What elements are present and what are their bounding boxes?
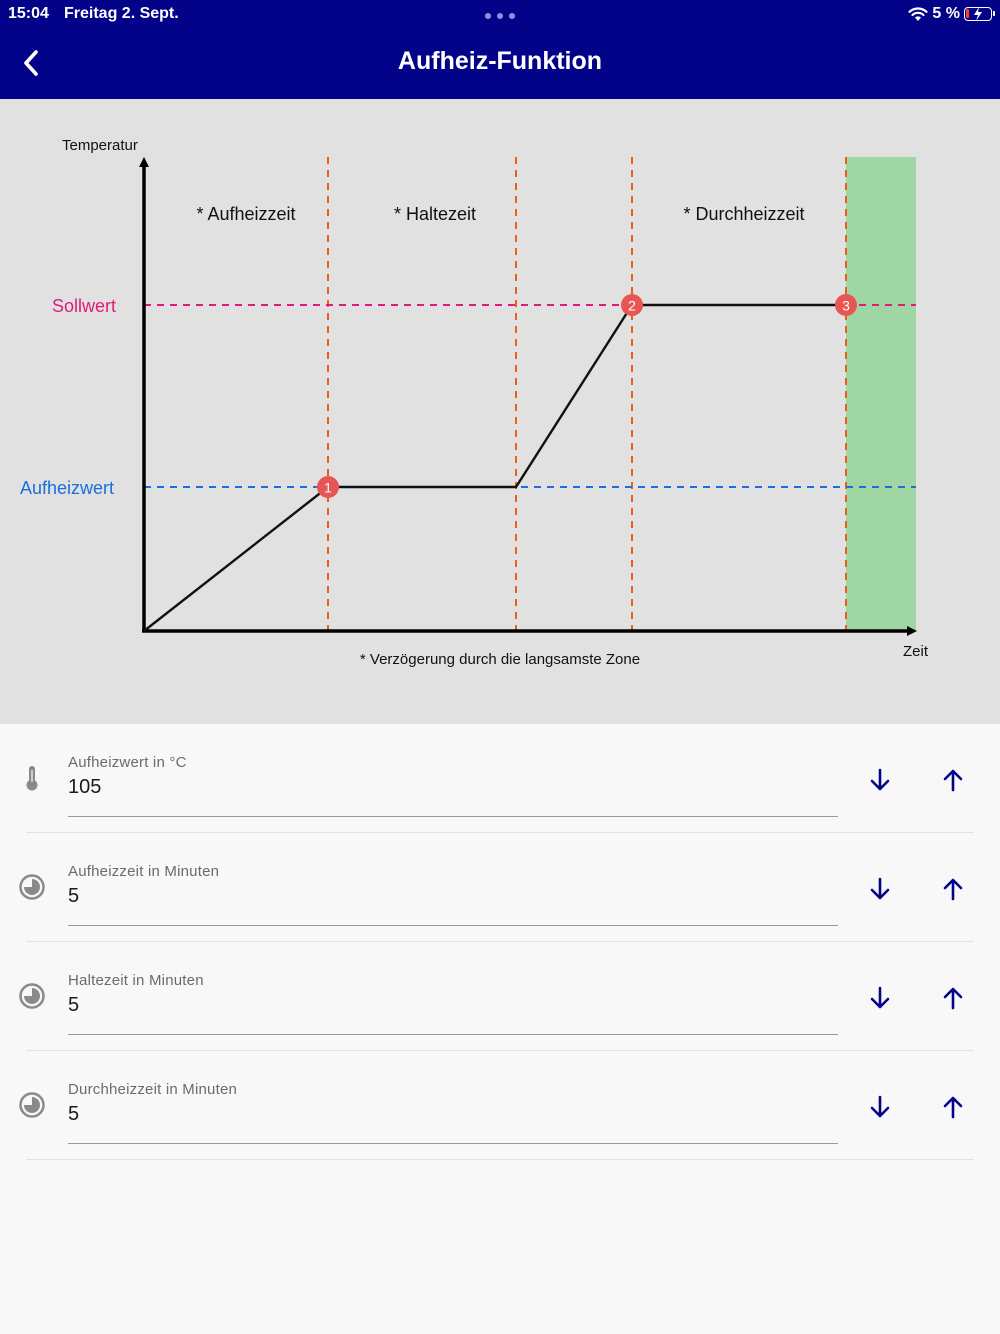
phase-label-heatup: * Aufheizzeit [196, 204, 296, 224]
field-row-hold-time [0, 942, 1000, 1051]
setpoint-label: Sollwert [52, 296, 117, 316]
heatup-diagram [0, 99, 1000, 724]
arrow-down-icon [869, 1095, 891, 1119]
field-underline [68, 925, 838, 926]
marker-3 [835, 294, 857, 316]
arrow-up-icon [942, 1095, 964, 1119]
hold-time-field[interactable]: 5 [68, 994, 80, 1016]
arrow-up-icon [942, 877, 964, 901]
marker-1-label: 1 [324, 479, 332, 496]
diagram-footnote: * Verzögerung durch die langsamste Zone [359, 651, 641, 668]
decrease-heatup-value-button[interactable] [864, 764, 896, 796]
decrease-heatup-time-button[interactable] [864, 873, 896, 905]
soak-time-field[interactable]: 5 [68, 1103, 80, 1125]
increase-heatup-time-button[interactable] [937, 873, 969, 905]
field-underline [68, 816, 838, 817]
status-indicators [908, 4, 992, 24]
x-axis-label: Zeit [903, 643, 929, 660]
field-row-soak-time [0, 1051, 1000, 1160]
page-title: Aufheiz-Funktion [397, 47, 603, 75]
multitasking-dots-icon[interactable] [485, 13, 515, 19]
heatup-time-field[interactable]: 5 [68, 885, 80, 907]
app-header [0, 0, 1000, 99]
clock-icon [18, 1091, 46, 1119]
thermometer-icon [18, 764, 46, 792]
arrow-down-icon [869, 877, 891, 901]
phase-label-hold: * Haltezeit [393, 204, 477, 224]
wifi-icon [908, 7, 928, 22]
decrease-soak-time-button[interactable] [864, 1091, 896, 1123]
increase-hold-time-button[interactable] [937, 982, 969, 1014]
hold-time-field-label: Haltezeit in Minuten [68, 972, 204, 989]
status-date: Freitag 2. Sept. [64, 5, 179, 22]
marker-3-label: 3 [842, 297, 850, 314]
clock-icon [18, 873, 46, 901]
phase-boundaries [328, 157, 846, 631]
marker-1 [317, 476, 339, 498]
battery-percentage: 5 % [932, 5, 960, 22]
marker-2-label: 2 [628, 297, 636, 314]
soak-complete-zone [846, 157, 916, 631]
arrow-up-icon [942, 986, 964, 1010]
field-underline [68, 1034, 838, 1035]
field-row-heatup-value [0, 724, 1000, 833]
marker-2 [621, 294, 643, 316]
y-axis-label: Temperatur [62, 137, 138, 154]
decrease-hold-time-button[interactable] [864, 982, 896, 1014]
status-time: 15:04 [8, 5, 49, 22]
clock-icon [18, 982, 46, 1010]
temperature-curve [144, 305, 846, 631]
increase-soak-time-button[interactable] [937, 1091, 969, 1123]
heatup-diagram-svg [0, 99, 1000, 724]
arrow-down-icon [869, 768, 891, 792]
field-underline [68, 1143, 838, 1144]
heatup-time-field-label: Aufheizzeit in Minuten [68, 863, 220, 880]
heatup-value-label: Aufheizwert [20, 478, 115, 498]
row-divider [26, 1159, 974, 1160]
y-axis-arrow [139, 157, 149, 167]
arrow-down-icon [869, 986, 891, 1010]
arrow-up-icon [942, 768, 964, 792]
field-row-heatup-time [0, 833, 1000, 942]
battery-icon [964, 7, 992, 21]
heatup-value-field-label: Aufheizwert in °C [68, 754, 187, 771]
increase-heatup-value-button[interactable] [937, 764, 969, 796]
heatup-value-field[interactable]: 105 [68, 776, 102, 798]
phase-label-soak: * Durchheizzeit [683, 204, 805, 224]
soak-time-field-label: Durchheizzeit in Minuten [68, 1081, 238, 1098]
